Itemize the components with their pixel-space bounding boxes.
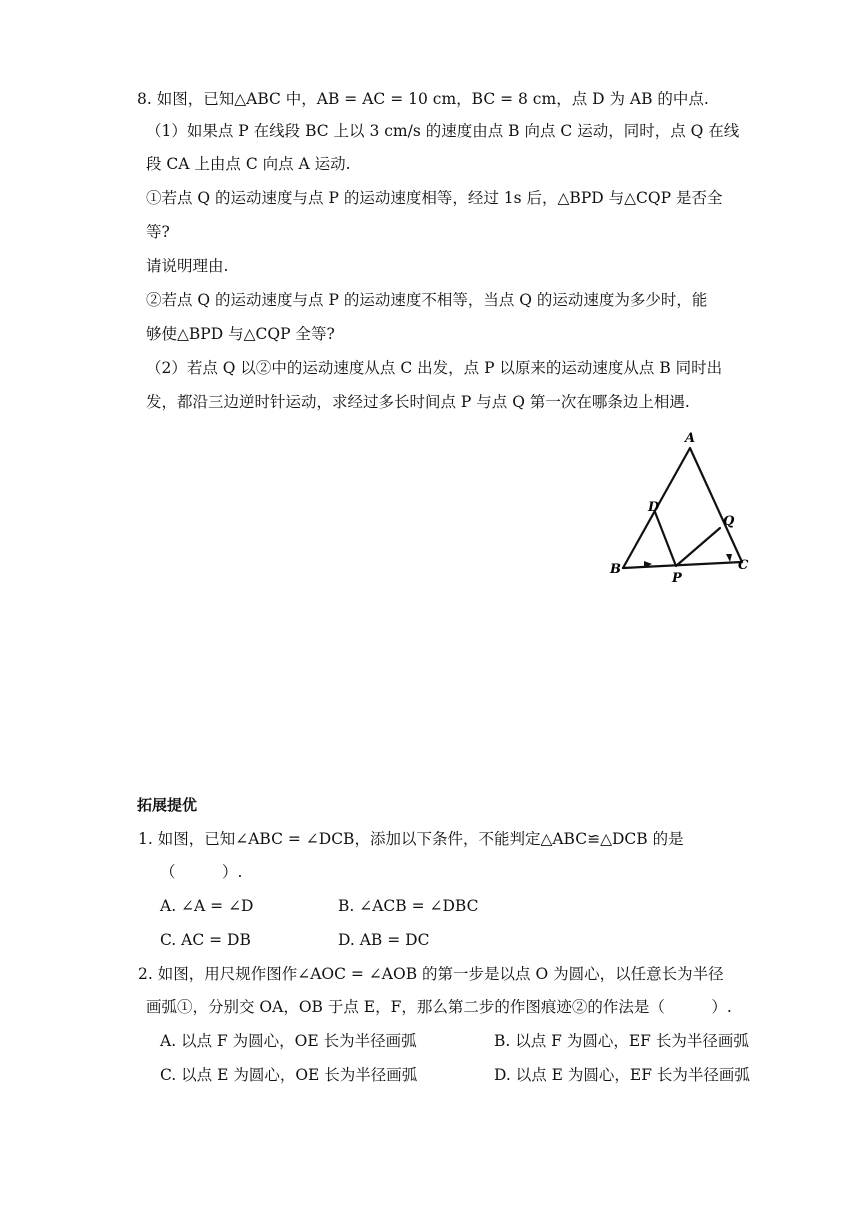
triangle-sides-ab-ac: [623, 448, 742, 568]
problem8-line-8: 够使△BPD 与△CQP 全等?: [146, 325, 335, 343]
q1-option-b: B. ∠ACB = ∠DBC: [338, 897, 479, 915]
label-a: A: [685, 431, 696, 446]
problem8-line-10: 发，都沿三边逆时针运动，求经过多长时间点 P 与点 Q 第一次在哪条边上相遇.: [146, 393, 690, 411]
label-q: Q: [723, 514, 735, 529]
q1-option-c: C. AC = DB: [160, 931, 251, 949]
problem8-line-7: ②若点 Q 的运动速度与点 P 的运动速度不相等，当点 Q 的运动速度为多少时，能: [146, 291, 708, 309]
q2-stem-line-2: 画弧①，分别交 OA，OB 于点 E，F，那么第二步的作图痕迹②的作法是（ ）.: [146, 998, 732, 1016]
problem8-line-1: 8. 如图，已知△ABC 中，AB = AC = 10 cm，BC = 8 cm，点 D 为 AB 的中点.: [137, 90, 709, 108]
arrow-c-to-a: [726, 554, 732, 562]
side-bc: [623, 562, 742, 568]
label-c: C: [738, 558, 749, 573]
segments-dp-pq: [655, 512, 720, 566]
q2-option-d: D. 以点 E 为圆心，EF 长为半径画弧: [494, 1066, 750, 1084]
problem8-line-4: ①若点 Q 的运动速度与点 P 的运动速度相等，经过 1s 后，△BPD 与△CQP 是否全: [146, 189, 723, 207]
problem8-line-6: 请说明理由.: [146, 257, 229, 275]
q2-option-b: B. 以点 F 为圆心，EF 长为半径画弧: [494, 1032, 749, 1050]
q2-option-a: A. 以点 F 为圆心，OE 长为半径画弧: [160, 1032, 417, 1050]
q1-option-d: D. AB = DC: [338, 931, 430, 949]
problem8-line-3: 段 CA 上由点 C 向点 A 运动.: [146, 155, 351, 173]
label-b: B: [610, 562, 621, 577]
label-d: D: [648, 500, 660, 515]
label-p: P: [672, 571, 682, 584]
triangle-figure: [608, 424, 768, 584]
problem8-line-5: 等?: [146, 223, 170, 241]
q1-stem-line-1: 1. 如图，已知∠ABC = ∠DCB，添加以下条件，不能判定△ABC≌△DCB 的是: [138, 830, 684, 848]
q1-stem-line-2: （ ）.: [160, 863, 243, 881]
q1-option-a: A. ∠A = ∠D: [160, 897, 254, 915]
section-heading: 拓展提优: [137, 796, 198, 814]
q2-option-c: C. 以点 E 为圆心，OE 长为半径画弧: [160, 1066, 418, 1084]
problem8-line-2: （1）如果点 P 在线段 BC 上以 3 cm/s 的速度由点 B 向点 C 运动，同时，点 Q 在线: [146, 122, 740, 140]
problem8-line-9: （2）若点 Q 以②中的运动速度从点 C 出发，点 P 以原来的运动速度从点 B 同时出: [146, 359, 723, 377]
q2-stem-line-1: 2. 如图，用尺规作图作∠AOC = ∠AOB 的第一步是以点 O 为圆心，以任意长为半径: [138, 965, 724, 983]
